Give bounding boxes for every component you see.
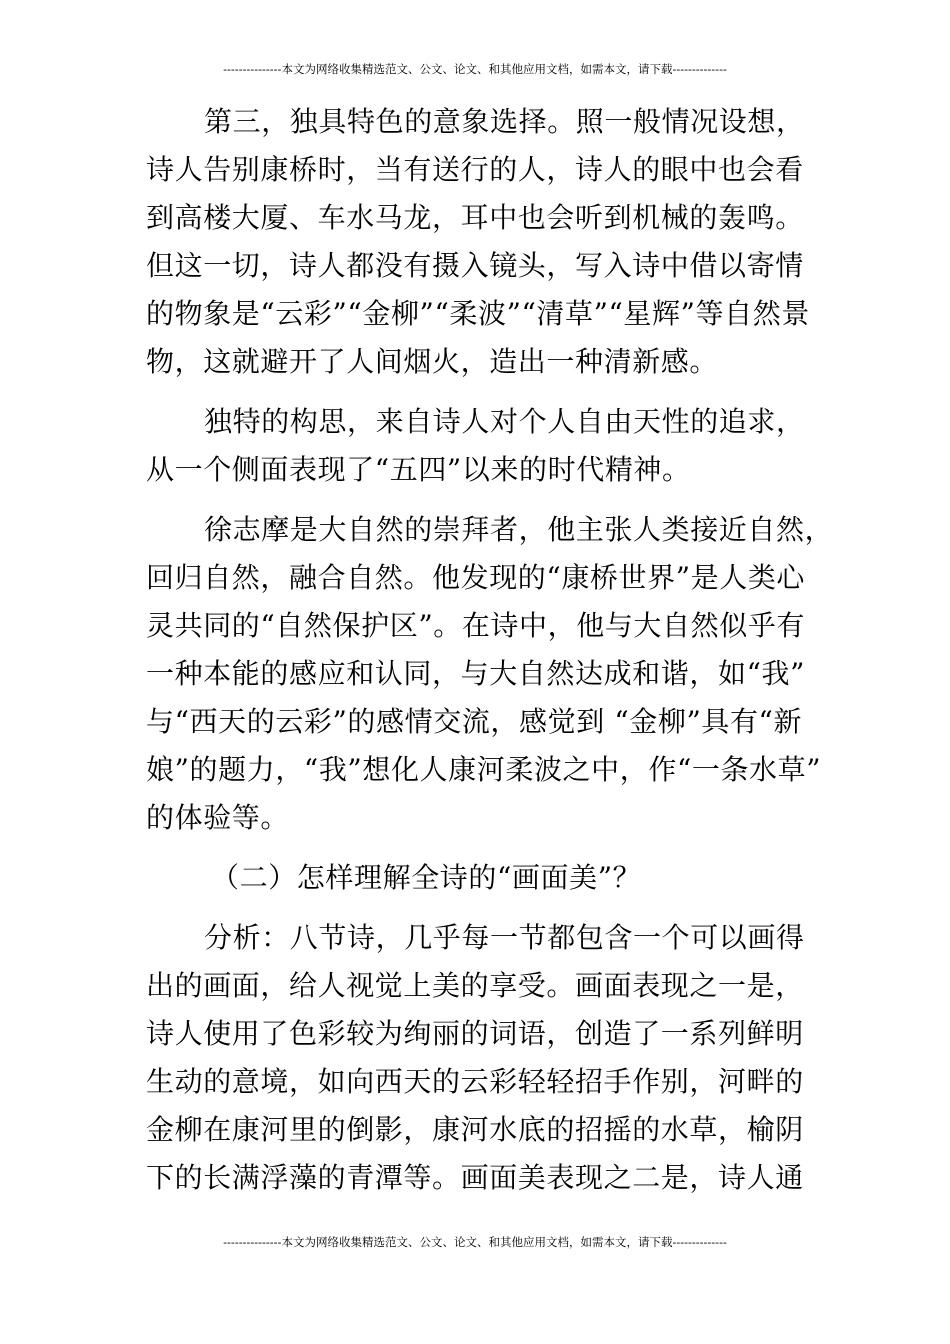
text-line: 金柳在康河里的倒影，康河水底的招摇的水草，榆阴 bbox=[146, 1113, 804, 1146]
text-line: 徐志摩是大自然的崇拜者，他主张人类接近自然， bbox=[204, 513, 834, 546]
text-line: 下的长满浮藻的青潭等。画面美表现之二是，诗人通 bbox=[146, 1161, 804, 1194]
text-line: 到高楼大厦、车水马龙，耳中也会听到机械的轰鸣。 bbox=[146, 201, 804, 234]
text-line: 生动的意境，如向西天的云彩轻轻招手作别，河畔的 bbox=[146, 1065, 804, 1098]
text-line: 回归自然，融合自然。他发现的“康桥世界”是人类心 bbox=[146, 561, 806, 594]
page-footer: ---------------本文为网络收集精选范文、公文、论文、和其他应用文档，如需本文，请下载-------------- bbox=[223, 1235, 727, 1249]
text-line: 诗人使用了色彩较为绚丽的词语，创造了一系列鲜明 bbox=[146, 1017, 804, 1050]
text-line: 从一个侧面表现了“五四”以来的时代精神。 bbox=[146, 453, 691, 486]
text-line: 娘”的题力，“我”想化人康河柔波之中，作“一条水草” bbox=[146, 753, 822, 786]
text-line: 出的画面，给人视觉上美的享受。画面表现之一是， bbox=[146, 969, 804, 1002]
text-line: 物，这就避开了人间烟火，造出一种清新感。 bbox=[146, 345, 719, 378]
text-line: 灵共同的“自然保护区”。在诗中，他与大自然似乎有 bbox=[146, 609, 806, 642]
text-line: 与“西天的云彩”的感情交流，感觉到 “金柳”具有“新 bbox=[146, 705, 803, 738]
text-line: 诗人告别康桥时，当有送行的人，诗人的眼中也会看 bbox=[146, 153, 804, 186]
document-body bbox=[146, 98, 834, 1202]
text-line: 分析：八节诗，几乎每一节都包含一个可以画得 bbox=[204, 921, 805, 954]
text-line: 的体验等。 bbox=[146, 801, 290, 834]
section-heading: （二）怎样理解全诗的“画面美”？ bbox=[211, 861, 642, 894]
text-line: 但这一切，诗人都没有摄入镜头，写入诗中借以寄情 bbox=[146, 249, 804, 282]
text-line: 第三，独具特色的意象选择。照一般情况设想， bbox=[204, 105, 805, 138]
text-line: 一种本能的感应和认同，与大自然达成和谐，如“我” bbox=[146, 657, 806, 690]
text-line: 独特的构思，来自诗人对个人自由天性的追求， bbox=[204, 405, 805, 438]
text-line: 的物象是“云彩”“金柳”“柔波”“清草”“星辉”等自然景 bbox=[146, 297, 810, 330]
page-header: ---------------本文为网络收集精选范文、公文、论文、和其他应用文档，如需本文，请下载-------------- bbox=[223, 62, 727, 76]
